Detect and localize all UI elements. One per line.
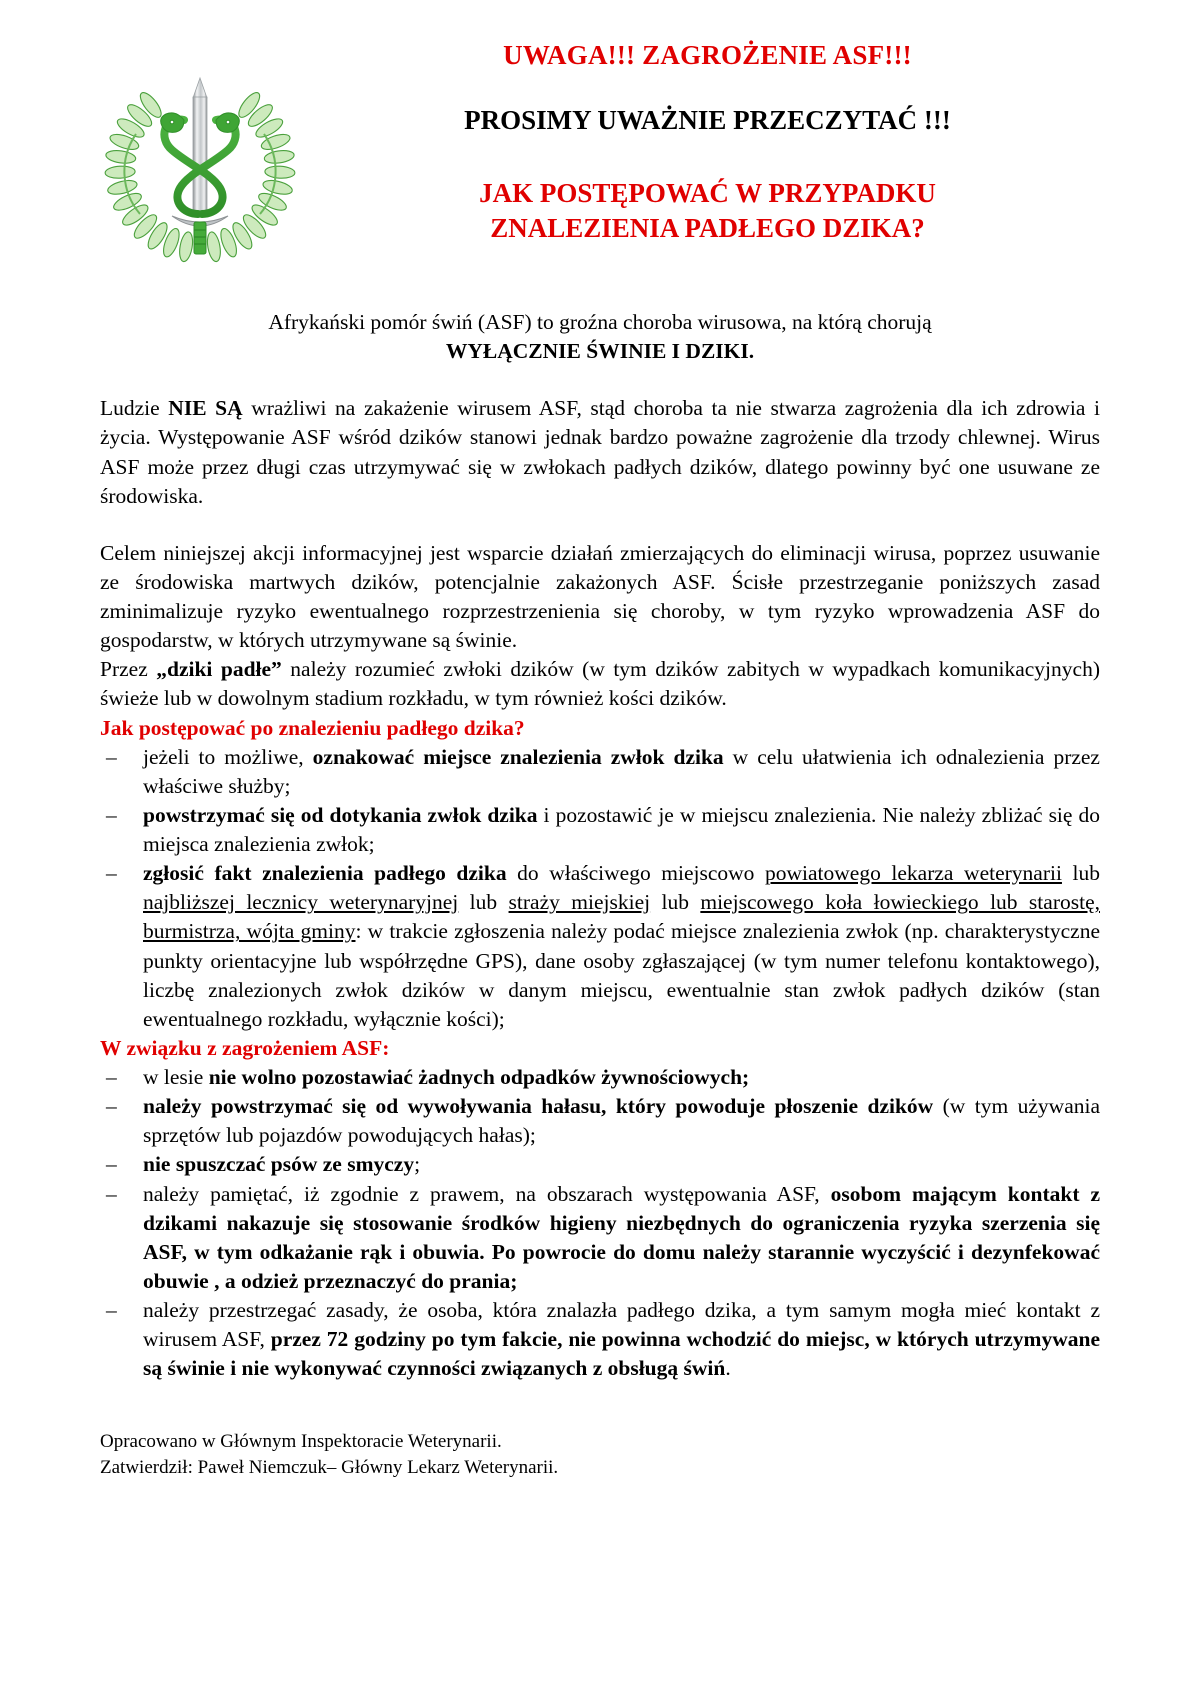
s2-i4-a: należy pamiętać, iż zgodnie z prawem, na obszarach występowania ASF, <box>143 1181 831 1206</box>
p3-part-a: Przez <box>100 657 157 682</box>
s1-i3-link-hunting-club: miejscowego koła łowieckiego lub starostę, burmistrza, wójta gminy <box>143 890 1100 944</box>
paragraph-definition-dziki-padle <box>100 655 1100 713</box>
s1-i3-link-city-guard: straży miejskiej <box>508 890 651 915</box>
intro-line-1: Afrykański pomór świń (ASF) to groźna choroba wirusowa, na którą chorują <box>268 310 932 334</box>
read-carefully-title: PROSIMY UWAŻNIE PRZECZYTAĆ !!! <box>464 105 951 136</box>
document-footer <box>0 1429 1200 1480</box>
list-item <box>100 743 1100 801</box>
p1-part-a: Ludzie <box>100 396 169 421</box>
footer-approved-by: Zatwierdził: Paweł Niemczuk– Główny Lekarz Weterynarii. <box>100 1456 559 1478</box>
section1-list <box>100 743 1100 1034</box>
alert-title: UWAGA!!! ZAGROŻENIE ASF!!! <box>503 40 912 70</box>
s1-i3-t4: lub <box>650 890 701 915</box>
list-item <box>100 1296 1100 1383</box>
s2-i2-c: (w tym używania sprzętów lub pojazdów powodujących hałas); <box>143 1094 1100 1148</box>
main-question-line-1: JAK POSTĘPOWAĆ W PRZYPADKU <box>479 178 936 209</box>
s2-i4-bold: osobom mającym kontakt z dzikami nakazuje się stosowanie środków higieny niezbędnych do ograniczenia ryzyka szerzenia się ASF, w tym odkażanie rąk i obuwia. Po powrocie do domu należy starannie wyczyścić i dezynfekować obuwie , a odzież przeznaczyć do prania; <box>143 1181 1100 1293</box>
main-question-line-2: ZNALEZIENIA PADŁEGO DZIKA? <box>490 212 925 243</box>
list-item <box>100 859 1100 1034</box>
list-item <box>100 1180 1100 1297</box>
s2-i3-bold: nie spuszczać psów ze smyczy <box>143 1152 415 1177</box>
list-item <box>100 1092 1100 1150</box>
section2-list <box>100 1063 1100 1383</box>
s2-i3-c: ; <box>414 1152 421 1177</box>
s2-i1-bold: nie wolno pozostawiać żadnych odpadków żywnościowych; <box>208 1065 750 1089</box>
main-question-title <box>315 176 1100 245</box>
s1-i3-bold-lead: zgłosić fakt znalezienia padłego dzika <box>143 861 507 886</box>
logo-container <box>100 36 315 264</box>
intro-block <box>100 308 1100 366</box>
s2-i5-c: . <box>725 1356 731 1381</box>
header-titles <box>315 36 1100 245</box>
footer-prepared-by: Opracowano w Głównym Inspektoracie Weterynarii. <box>100 1431 502 1453</box>
veterinary-inspection-emblem-icon <box>100 64 300 264</box>
p1-bold-nie-sa: NIE SĄ <box>168 396 243 421</box>
p3-bold-term: „dziki padłe” <box>156 657 282 682</box>
s1-i1-c: w celu ułatwienia ich odnalezienia przez właściwe służby; <box>143 744 1100 798</box>
s1-i2-c: i pozostawić je w miejscu znalezienia. Nie należy zbliżać się do miejsca znalezienia zwłok; <box>143 802 1100 856</box>
list-item <box>100 801 1100 859</box>
paragraph-humans-not-susceptible <box>100 394 1100 511</box>
list-item <box>100 1063 1100 1092</box>
list-item <box>100 1150 1100 1179</box>
document-header <box>0 0 1200 264</box>
s1-i3-link-county-vet: powiatowego lekarza weterynarii <box>765 861 1062 886</box>
paragraph-campaign-purpose: Celem niniejszej akcji informacyjnej jest wsparcie działań zmierzających do eliminacji wirusa, poprzez usuwanie ze środowiska martwych dzików, potencjalnie zakażonych ASF. Ścisłe przestrzeganie poniższych zasad zminimalizuje ryzyko ewentualnego rozprzestrzenienia się choroby, w tym ryzyko wprowadzenia ASF do gospodarstw, w których utrzymywane są świnie. <box>100 540 1100 653</box>
s1-i3-link-nearest-clinic: najbliższej lecznicy weterynaryjnej <box>143 890 459 915</box>
s2-i1-a: w lesie <box>143 1065 209 1089</box>
s1-i1-a: jeżeli to możliwe, <box>143 744 313 769</box>
document-body <box>0 308 1200 1383</box>
s1-i2-bold: powstrzymać się od dotykania zwłok dzika <box>143 802 538 827</box>
s1-i1-bold: oznakować miejsce znalezienia zwłok dzika <box>312 744 724 769</box>
s1-i3-t2: lub <box>1061 861 1100 886</box>
s1-i3-t3: lub <box>458 890 509 915</box>
s1-i3-t5: : w trakcie zgłoszenia należy podać miejsce znalezienia zwłok (np. charakterystyczne punkty orientacyjne lub współrzędne GPS), dane osoby zgłaszającej (w tym numer telefonu kontaktowego), liczbę znalezionych zwłok dzików w danym miejscu, ewentualnie stan zwłok padłych dzików (stan ewentualnego rozkładu, wyłącznie kości); <box>143 919 1100 1031</box>
p1-part-c: wrażliwi na zakażenie wirusem ASF, stąd choroba ta nie stwarza zagrożenia dla ich zdrowia i życia. Występowanie ASF wśród dzików stanowi jednak bardzo poważne zagrożenie dla trzody chlewnej. Wirus ASF może przez długi czas utrzymywać się w zwłokach padłych dzików, dlatego powinny być one usuwane ze środowiska. <box>100 396 1100 508</box>
s2-i5-a: należy przestrzegać zasady, że osoba, która znalazła padłego dzika, a tym samym mogła mieć kontakt z wirusem ASF, <box>143 1298 1100 1352</box>
s2-i5-bold: przez 72 godziny po tym fakcie, nie powinna wchodzić do miejsc, w których utrzymywane są świnie i nie wykonywać czynności związanych z obsługą świń <box>143 1327 1100 1381</box>
p3-part-c: należy rozumieć zwłoki dzików (w tym dzików zabitych w wypadkach komunikacyjnych) świeże lub w dowolnym stadium rozkładu, w tym również kości dzików. <box>100 657 1100 711</box>
s2-i2-bold: należy powstrzymać się od wywoływania hałasu, który powoduje płoszenie dzików <box>143 1094 934 1119</box>
section-heading-asf-threat: W związku z zagrożeniem ASF: <box>100 1035 390 1060</box>
s1-i3-t1: do właściwego miejscowo <box>506 861 766 886</box>
section-heading-what-to-do: Jak postępować po znalezieniu padłego dzika? <box>100 715 525 740</box>
intro-line-2-bold: WYŁĄCZNIE ŚWINIE I DZIKI. <box>445 339 755 364</box>
